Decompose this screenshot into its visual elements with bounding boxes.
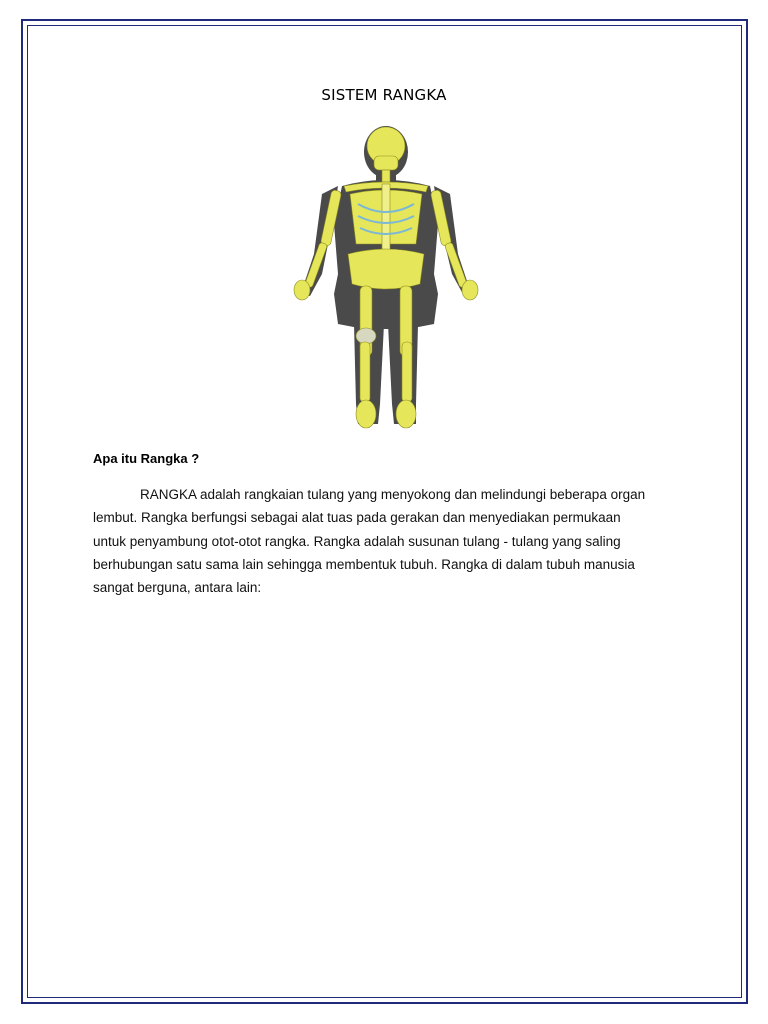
bones [294, 127, 478, 428]
section-heading: Apa itu Rangka ? [93, 451, 200, 466]
paragraph-line: sangat berguna, antara lain: [93, 580, 262, 596]
paragraph-line: berhubungan satu sama lain sehingga membentuk tubuh. Rangka di dalam tubuh manusia [93, 556, 635, 572]
paragraph-line: lembut. Rangka berfungsi sebagai alat tuas pada gerakan dan menyediakan permukaan [93, 510, 621, 526]
skeleton-illustration [288, 124, 484, 434]
page-title: SISTEM RANGKA [321, 86, 447, 104]
body-paragraph [93, 483, 683, 599]
skeleton-figure [288, 124, 484, 434]
paragraph-line: untuk penyambung otot-otot rangka. Rangka adalah susunan tulang - tulang yang saling [93, 533, 621, 549]
paragraph-line: RANGKA adalah rangkaian tulang yang menyokong dan melindungi beberapa organ [140, 487, 646, 502]
